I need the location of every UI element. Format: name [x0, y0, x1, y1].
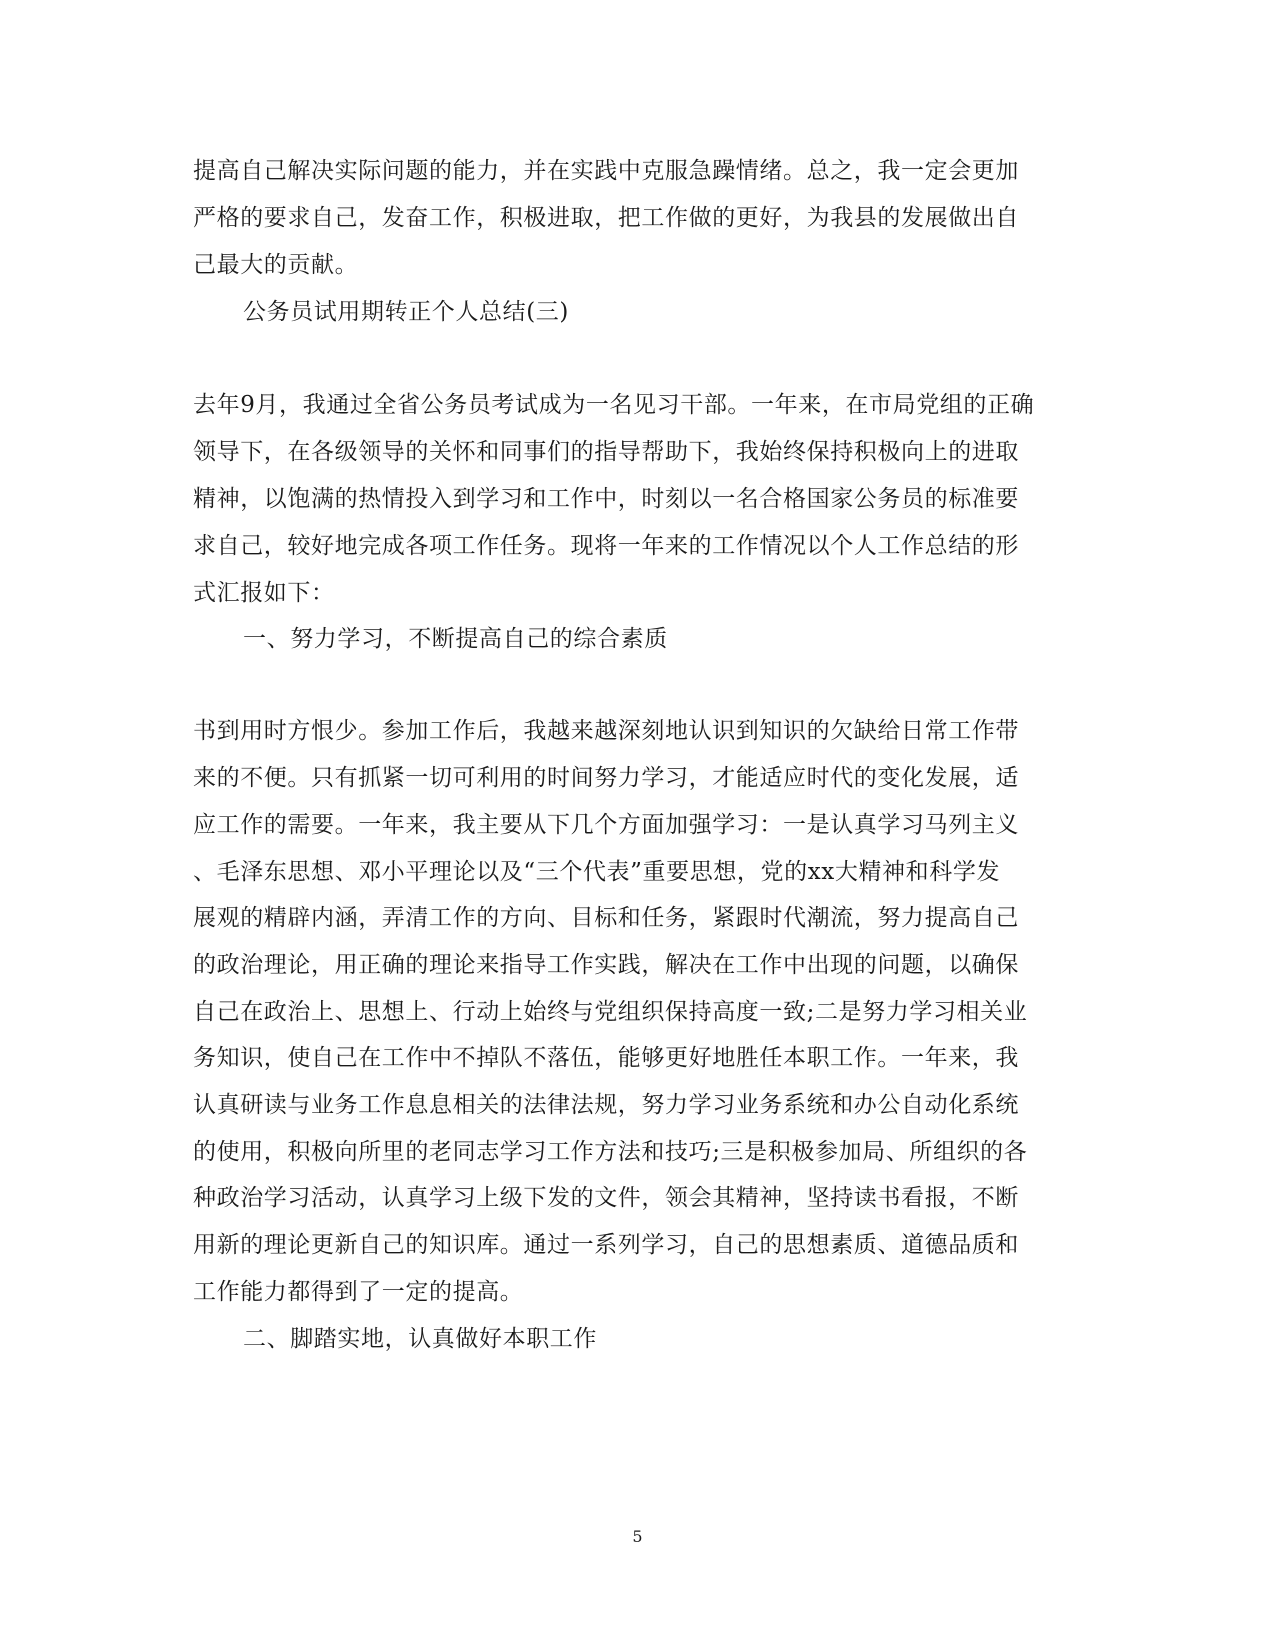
text-line: 、毛泽东思想、邓小平理论以及“三个代表”重要思想，党的xx大精神和科学发 [193, 859, 1001, 885]
text-line: 精神，以饱满的热情投入到学习和工作中，时刻以一名合格国家公务员的标准要 [193, 486, 1019, 512]
text-line: 领导下，在各级领导的关怀和同事们的指导帮助下，我始终保持积极向上的进取 [193, 439, 1019, 465]
text-line: 去年9月，我通过全省公务员考试成为一名见习干部。一年来，在市局党组的正确 [193, 392, 1035, 418]
text-line: 用新的理论更新自己的知识库。通过一系列学习，自己的思想素质、道德品质和 [193, 1232, 1019, 1258]
page-number: 5 [632, 1527, 643, 1546]
text-line: 己最大的贡献。 [193, 252, 359, 278]
section-heading: 一、努力学习，不断提高自己的综合素质 [243, 626, 668, 652]
text-line: 的政治理论，用正确的理论来指导工作实践，解决在工作中出现的问题，以确保 [193, 952, 1019, 978]
text-line: 认真研读与业务工作息息相关的法律法规，努力学习业务系统和办公自动化系统 [193, 1092, 1019, 1118]
text-line: 严格的要求自己，发奋工作，积极进取，把工作做的更好，为我县的发展做出自 [193, 205, 1019, 231]
text-line: 书到用时方恨少。参加工作后，我越来越深刻地认识到知识的欠缺给日常工作带 [193, 718, 1019, 744]
text-line: 种政治学习活动，认真学习上级下发的文件，领会其精神，坚持读书看报，不断 [193, 1185, 1019, 1211]
text-line: 来的不便。只有抓紧一切可利用的时间努力学习，才能适应时代的变化发展，适 [193, 765, 1019, 791]
text-line: 求自己，较好地完成各项工作任务。现将一年来的工作情况以个人工作总结的形 [193, 533, 1019, 559]
text-line: 展观的精辟内涵，弄清工作的方向、目标和任务，紧跟时代潮流，努力提高自己 [193, 905, 1019, 931]
section-heading: 二、脚踏实地，认真做好本职工作 [243, 1326, 597, 1352]
text-line: 务知识，使自己在工作中不掉队不落伍，能够更好地胜任本职工作。一年来，我 [193, 1045, 1019, 1071]
text-line: 自己在政治上、思想上、行动上始终与党组织保持高度一致;二是努力学习相关业 [193, 999, 1028, 1025]
text-line: 的使用，积极向所里的老同志学习工作方法和技巧;三是积极参加局、所组织的各 [193, 1139, 1028, 1165]
text-line: 应工作的需要。一年来，我主要从下几个方面加强学习：一是认真学习马列主义 [193, 812, 1019, 838]
text-line: 提高自己解决实际问题的能力，并在实践中克服急躁情绪。总之，我一定会更加 [193, 158, 1019, 184]
section-title: 公务员试用期转正个人总结(三) [243, 299, 569, 325]
text-line: 式汇报如下： [193, 580, 335, 606]
text-line: 工作能力都得到了一定的提高。 [193, 1279, 524, 1305]
